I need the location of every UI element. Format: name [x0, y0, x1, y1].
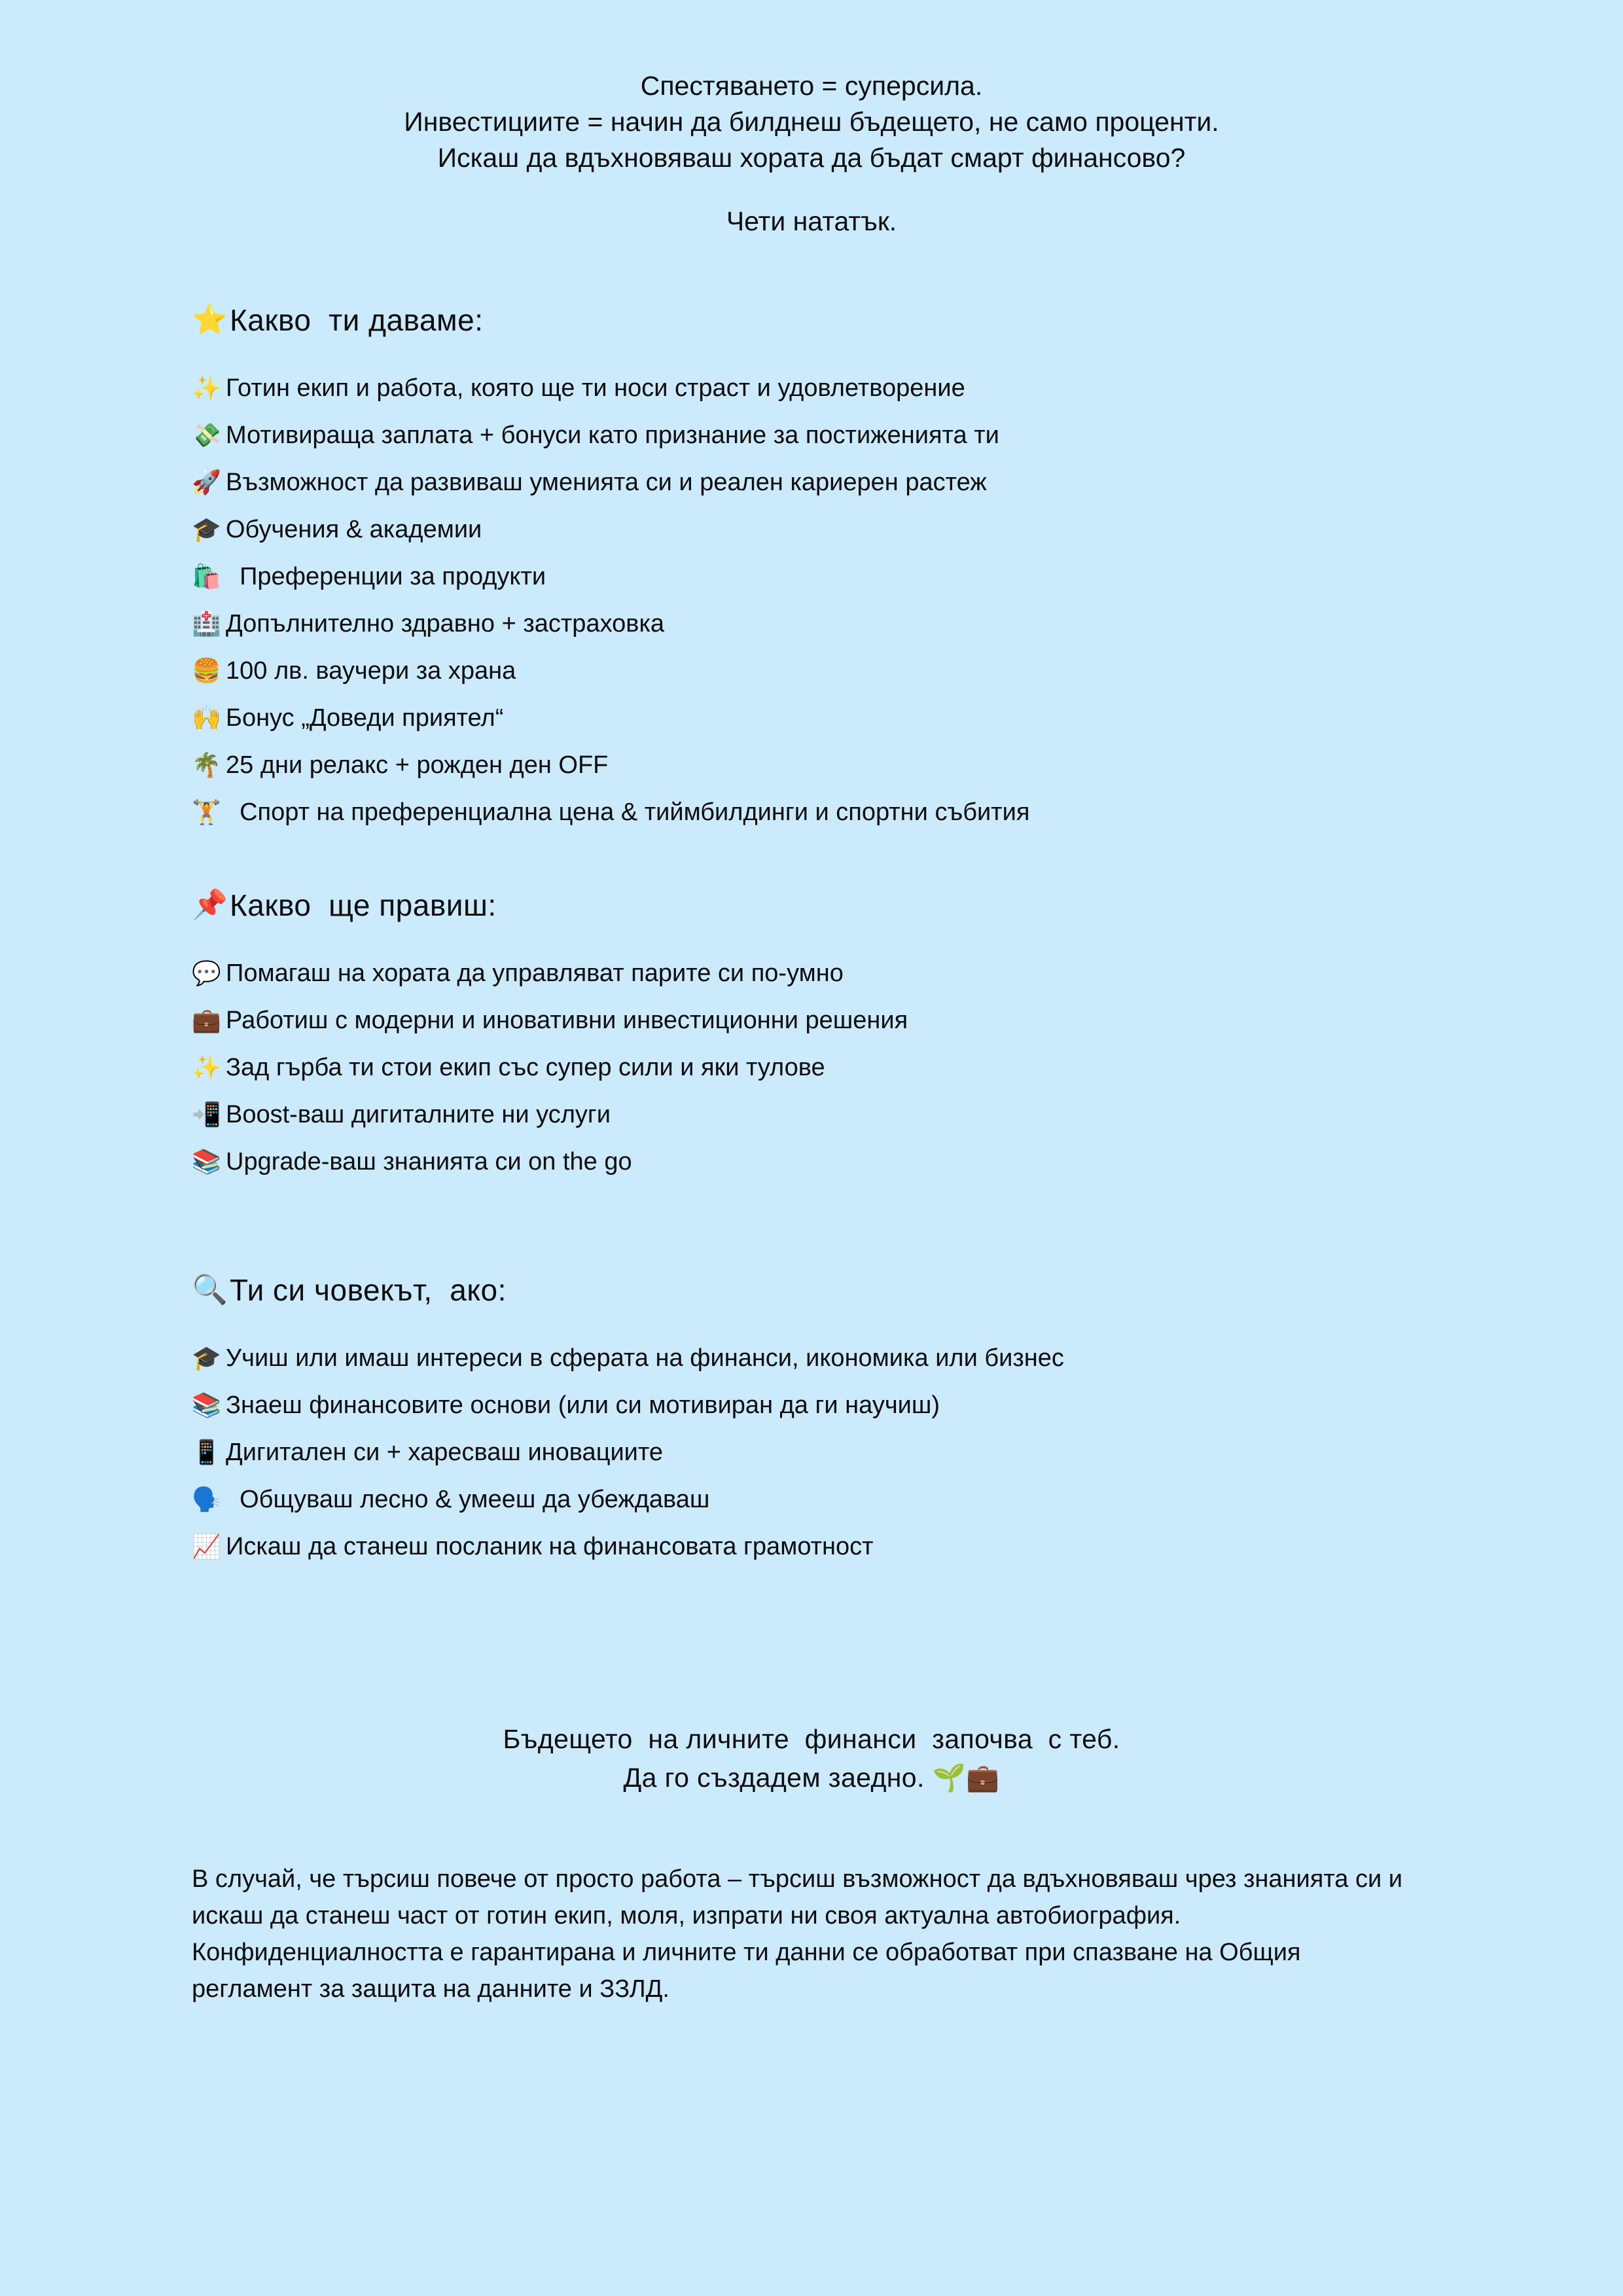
- list-item-label: Знаеш финансовите основи (или си мотивиран да ги научиш): [226, 1391, 940, 1419]
- bullet-list-what-you-will-do: [192, 961, 1623, 1174]
- list-item: [192, 376, 1623, 401]
- row-gap: [192, 1127, 1623, 1149]
- intro-spacer: [0, 176, 1623, 204]
- row-gap: [192, 1512, 1623, 1534]
- spacer-heading-3: [192, 1308, 1623, 1346]
- list-item-label: Обучения & академии: [226, 515, 482, 543]
- spacer-heading-2: [192, 923, 1623, 961]
- pushpin-icon: 📌: [192, 888, 228, 921]
- list-item: [192, 1393, 1623, 1418]
- list-item: [192, 1440, 1623, 1465]
- intro-line-1: Спестяването = суперсила.: [640, 71, 983, 101]
- section-what-you-will-do: [192, 888, 1623, 1174]
- hamburger-icon: 🍔: [192, 656, 221, 684]
- list-item: [192, 1149, 1623, 1174]
- footer-paragraph-2: Конфиденциалността е гарантирана и личните ти данни се обработват при спазване на Общия регламент за защита на данните и ЗЗЛД.: [192, 1939, 1301, 2003]
- weight-lifter-icon: 🏋️: [192, 798, 221, 825]
- mobile-phone-icon: 📱: [192, 1438, 221, 1465]
- list-item-label: Бонус „Доведи приятел“: [226, 704, 504, 732]
- spacer-after-section-1: [0, 825, 1623, 888]
- spacer-before-closing: [0, 1657, 1623, 1720]
- list-item-label: Дигитален си + харесваш иновациите: [226, 1438, 664, 1466]
- list-item: [192, 706, 1623, 730]
- spacer-after-section-2: [0, 1174, 1623, 1272]
- speaking-head-icon: 🗣️: [192, 1485, 221, 1513]
- footer-note: [192, 1861, 1422, 2008]
- intro-line-3: Искаш да вдъхновяваш хората да бъдат смарт финансово?: [437, 142, 1186, 173]
- list-item-label: Зад гърба ти стои екип със супер сили и яки тулове: [226, 1053, 825, 1081]
- chart-increasing-icon: 📈: [192, 1532, 221, 1560]
- row-gap: [192, 1033, 1623, 1055]
- list-item-label: Учиш или имаш интереси в сферата на финанси, икономика или бизнес: [226, 1344, 1064, 1372]
- list-item: [192, 800, 1623, 825]
- section-title-text: Ти си човекът, ако:: [230, 1272, 507, 1307]
- row-gap: [192, 1418, 1623, 1440]
- list-item-label: Помагаш на хората да управляват парите си по-умно: [226, 959, 844, 987]
- list-item-label: Upgrade-ваш знанията си on the go: [226, 1147, 632, 1175]
- list-item: [192, 1055, 1623, 1080]
- books-icon: 📚: [192, 1391, 221, 1418]
- list-item-label: Общуваш лесно & умееш да убеждаваш: [226, 1485, 710, 1513]
- row-gap: [192, 778, 1623, 800]
- list-item-label: 100 лв. ваучери за храна: [226, 656, 516, 685]
- list-item-label: 25 дни релакс + рожден ден OFF: [226, 751, 609, 779]
- hospital-icon: 🏥: [192, 609, 221, 637]
- spacer-heading-1: [192, 338, 1623, 376]
- list-item: [192, 658, 1623, 683]
- section-title-text: Какво ще правиш:: [230, 888, 497, 922]
- shopping-bags-icon: 🛍️: [192, 562, 221, 590]
- briefcase-icon: 💼: [192, 1006, 221, 1033]
- closing-block: [0, 1720, 1623, 1798]
- rocket-icon: 🚀: [192, 468, 221, 495]
- intro-block: [0, 0, 1623, 240]
- list-item: [192, 1346, 1623, 1371]
- list-item-label: Спорт на преференциална цена & тиймбилдинги и спортни събития: [226, 798, 1030, 826]
- mobile-phone-with-arrow-icon: 📲: [192, 1100, 221, 1128]
- graduation-cap-icon: 🎓: [192, 1344, 221, 1371]
- row-gap: [192, 986, 1623, 1008]
- bullet-list-you-are-the-person-if: [192, 1346, 1623, 1559]
- books-icon: 📚: [192, 1147, 221, 1175]
- list-item: [192, 1102, 1623, 1127]
- row-gap: [192, 401, 1623, 423]
- list-item-label: Допълнително здравно + застраховка: [226, 609, 665, 637]
- row-gap: [192, 1080, 1623, 1102]
- section-title-text: Какво ти даваме:: [230, 302, 484, 337]
- list-item: [192, 423, 1623, 448]
- closing-line-1: Бъдещето на личните финанси започва с теб.: [503, 1723, 1120, 1754]
- sparkles-icon: ✨: [192, 374, 221, 401]
- row-gap: [192, 1371, 1623, 1393]
- spacer-after-section-3: [0, 1559, 1623, 1657]
- row-gap: [192, 495, 1623, 517]
- spacer-after-intro: [0, 240, 1623, 302]
- closing-line-2: Да го създадем заедно. 🌱💼: [623, 1763, 1000, 1793]
- list-item-label: Преференции за продукти: [226, 562, 546, 590]
- bullet-list-what-we-give: [192, 376, 1623, 825]
- list-item: [192, 611, 1623, 636]
- speech-balloon-icon: 💬: [192, 959, 221, 986]
- list-item-label: Възможност да развиваш уменията си и реален кариерен растеж: [226, 468, 987, 496]
- section-heading-what-we-give: [192, 302, 1623, 338]
- graduation-cap-icon: 🎓: [192, 515, 221, 543]
- magnifying-glass-icon: 🔍: [192, 1273, 228, 1306]
- list-item-label: Искаш да станеш посланик на финансовата грамотност: [226, 1532, 874, 1560]
- row-gap: [192, 730, 1623, 753]
- palm-tree-icon: 🌴: [192, 751, 221, 778]
- section-you-are-the-person-if: [192, 1272, 1623, 1559]
- list-item-label: Работиш с модерни и иновативни инвестиционни решения: [226, 1006, 908, 1034]
- list-item: [192, 564, 1623, 589]
- list-item: [192, 1487, 1623, 1512]
- list-item: [192, 961, 1623, 986]
- list-item: [192, 470, 1623, 495]
- row-gap: [192, 448, 1623, 470]
- footer-paragraph-1: В случай, че търсиш повече от просто работа – търсиш възможност да вдъхновяваш чрез знанията си и искаш да станеш част от готин екип, моля, изпрати ни своя актуална автобиография.: [192, 1865, 1403, 1929]
- section-heading-you-are-the-person-if: [192, 1272, 1623, 1308]
- row-gap: [192, 542, 1623, 564]
- row-gap: [192, 683, 1623, 706]
- intro-line-4: Чети нататък.: [726, 206, 897, 236]
- list-item-label: Boost-ваш дигиталните ни услуги: [226, 1100, 611, 1128]
- star-icon: ⭐: [192, 303, 228, 336]
- section-what-we-give: [192, 302, 1623, 825]
- spacer-before-footer: [0, 1798, 1623, 1861]
- list-item-label: Мотивираща заплата + бонуси като признание за постиженията ти: [226, 421, 999, 449]
- row-gap: [192, 1465, 1623, 1487]
- list-item: [192, 753, 1623, 778]
- list-item-label: Готин екип и работа, която ще ти носи страст и удовлетворение: [226, 374, 965, 402]
- list-item: [192, 1008, 1623, 1033]
- raising-hands-icon: 🙌: [192, 704, 221, 731]
- list-item: [192, 517, 1623, 542]
- row-gap: [192, 589, 1623, 611]
- money-with-wings-icon: 💸: [192, 421, 221, 448]
- sparkles-icon: ✨: [192, 1053, 221, 1081]
- section-heading-what-you-will-do: [192, 888, 1623, 923]
- intro-line-2: Инвестициите = начин да билднеш бъдещето, не само проценти.: [404, 106, 1219, 137]
- list-item: [192, 1534, 1623, 1559]
- row-gap: [192, 636, 1623, 658]
